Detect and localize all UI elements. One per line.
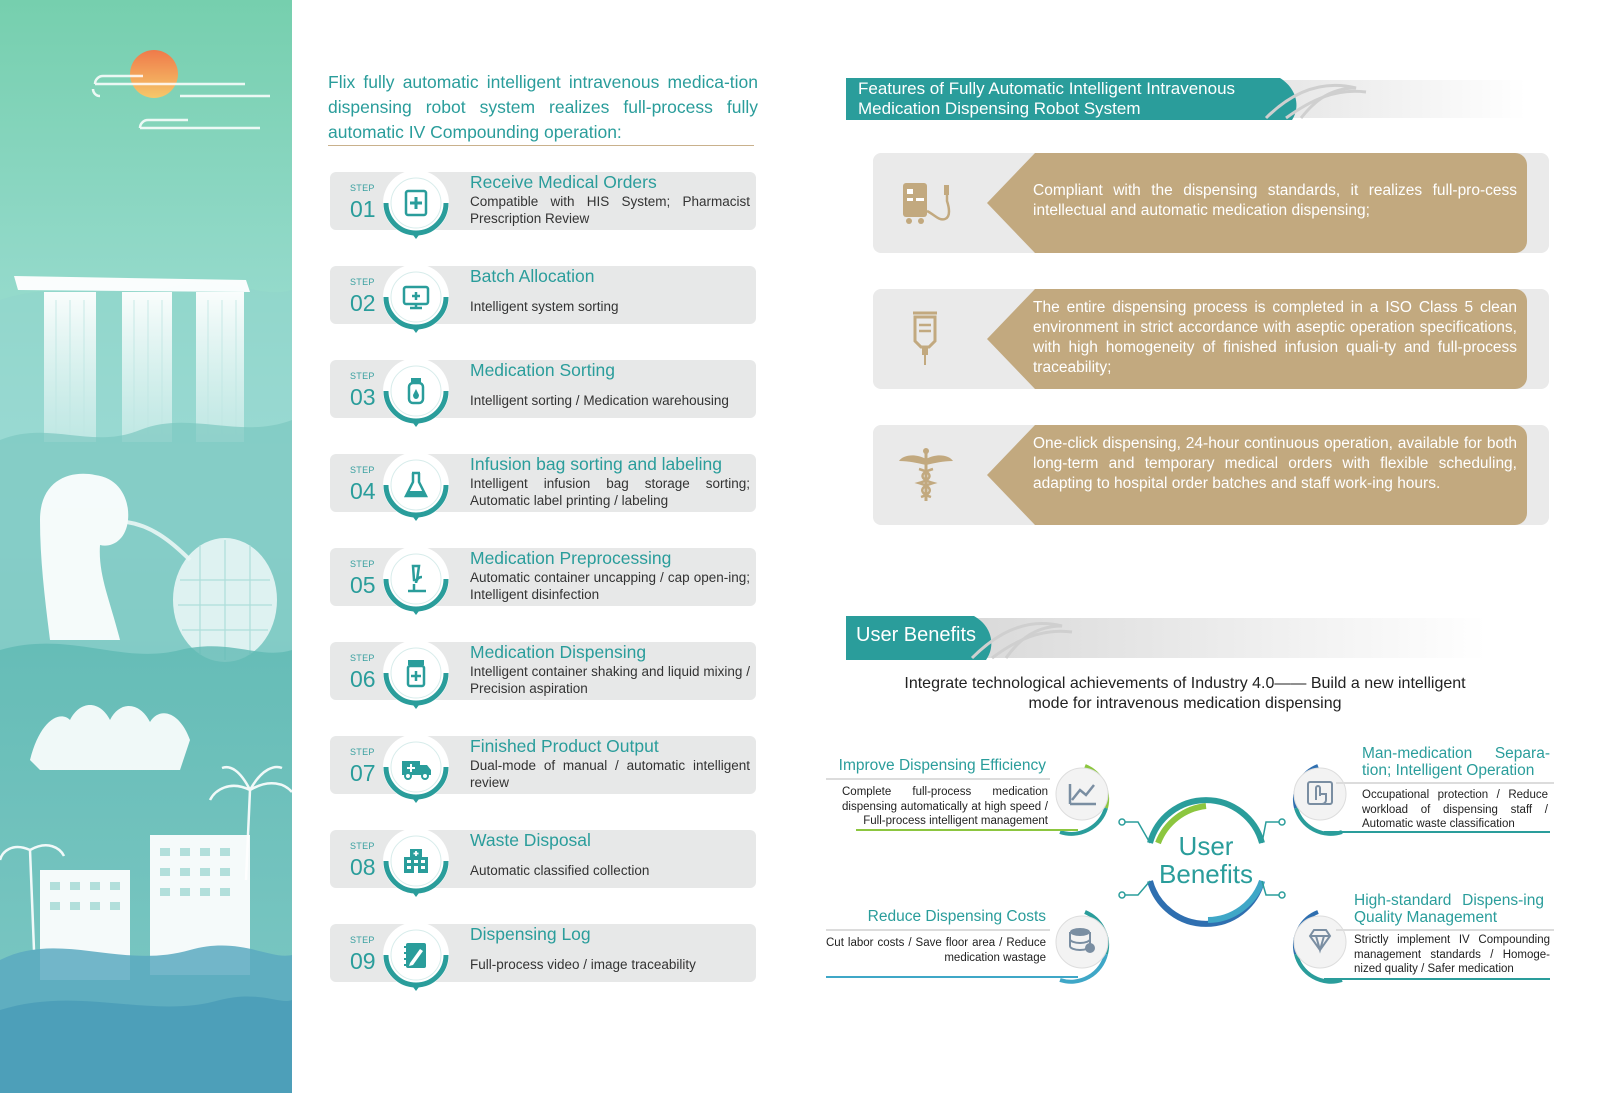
step-number: 01 [350,196,376,222]
benefit-underline [826,976,1078,978]
step-title: Waste Disposal [470,830,591,850]
step-description: Compatible with HIS System; Pharmacist Prescription Review [470,194,750,226]
benefit-divider [1336,782,1554,784]
benefit-description: Occupational protection / Reduce workload of dispensing staff / Automatic waste classification [1362,789,1548,830]
benefit-underline [1324,978,1550,980]
step-number: 05 [350,572,376,598]
step-number: 07 [350,760,376,786]
step-tag: STEP [350,277,375,287]
step-number: 02 [350,290,376,316]
benefit-description: Cut labor costs / Save floor area / Reduce medication wastage [826,937,1046,964]
step-tag: STEP [350,559,375,569]
step-title: Infusion bag sorting and labeling [470,454,722,474]
step-tag: STEP [350,747,375,757]
step-title: Batch Allocation [470,266,595,286]
benefit-underline [1324,831,1550,833]
step-title: Dispensing Log [470,924,591,944]
step-number: 08 [350,854,376,880]
benefit-title: Improve Dispensing Efficiency [838,757,1046,774]
step-description: Intelligent sorting / Medication warehousing [470,393,729,408]
step-description: Dual-mode of manual / automatic intelligent review [470,758,750,790]
step-tag: STEP [350,465,375,475]
user-benefits-subtitle: Integrate technological achievements of Industry 4.0—— Build a new intelligent mode for intravenous medication dispensing [904,675,1466,712]
benefit-description: Strictly implement IV Compounding management standards / Homoge-nized quality / Safer medication [1354,934,1550,975]
step-description: Intelligent infusion bag storage sorting; Automatic label printing / labeling [470,476,750,508]
coin-stack-icon [1056,912,1108,982]
step-description: Full-process video / image traceability [470,957,696,972]
diamond-icon [1294,912,1346,982]
step-tag: STEP [350,841,375,851]
benefit-title: Reduce Dispensing Costs [867,908,1046,925]
benefit-title: Man-medication Separa-tion; Intelligent Operation [1362,745,1550,779]
intro-text: Flix fully automatic intelligent intravenous medica-tion dispensing robot system realizes full-process fully automatic IV Compounding operation: [328,72,758,142]
feature-text: The entire dispensing process is completed in a ISO Class 5 clean environment in strict accordance with aseptic operation specifications, with high homogeneity of finished infusion quali-ty and full-process traceability; [1033,299,1517,376]
benefit-divider [1336,929,1554,931]
step-number: 06 [350,666,376,692]
step-title: Medication Preprocessing [470,548,672,568]
step-description: Automatic classified collection [470,863,650,878]
step-tag: STEP [350,935,375,945]
benefit-underline [856,829,1078,831]
benefit-title: High-standard Dispens-ing Quality Management [1354,892,1544,926]
step-description: Intelligent system sorting [470,299,619,314]
benefit-divider [826,778,1050,780]
step-title: Medication Dispensing [470,642,647,662]
step-tag: STEP [350,183,375,193]
user-benefits-title: User Benefits [856,624,977,646]
hand-touch-icon [1294,766,1346,834]
step-tag: STEP [350,653,375,663]
benefit-description: Complete full-process medication dispensing automatically at high speed / Full-process intelligent management [842,786,1048,827]
step-number: 04 [350,478,376,504]
feature-text: One-click dispensing, 24-hour continuous operation, available for both long-term and temporary medical orders with flexible scheduling, adapting to hospital order batches and staff work-ing hours. [1033,435,1517,492]
benefit-divider [826,929,1050,931]
step-title: Finished Product Output [470,736,659,756]
step-description: Intelligent container shaking and liquid mixing / Precision aspiration [470,664,750,696]
step-tag: STEP [350,371,375,381]
user-benefits-center-label: User Benefits [1159,831,1253,889]
features-title: Features of Fully Automatic Intelligent Intravenous Medication Dispensing Robot System [858,79,1236,118]
step-number: 09 [350,948,376,974]
chart-trend-icon [1056,766,1108,834]
step-title: Medication Sorting [470,360,615,380]
step-number: 03 [350,384,376,410]
step-description: Automatic container uncapping / cap open-ing; Intelligent disinfection [470,570,750,602]
feature-text: Compliant with the dispensing standards, it realizes full-pro-cess intellectual and automatic medication dispensing; [1033,182,1517,219]
step-title: Receive Medical Orders [470,172,657,192]
